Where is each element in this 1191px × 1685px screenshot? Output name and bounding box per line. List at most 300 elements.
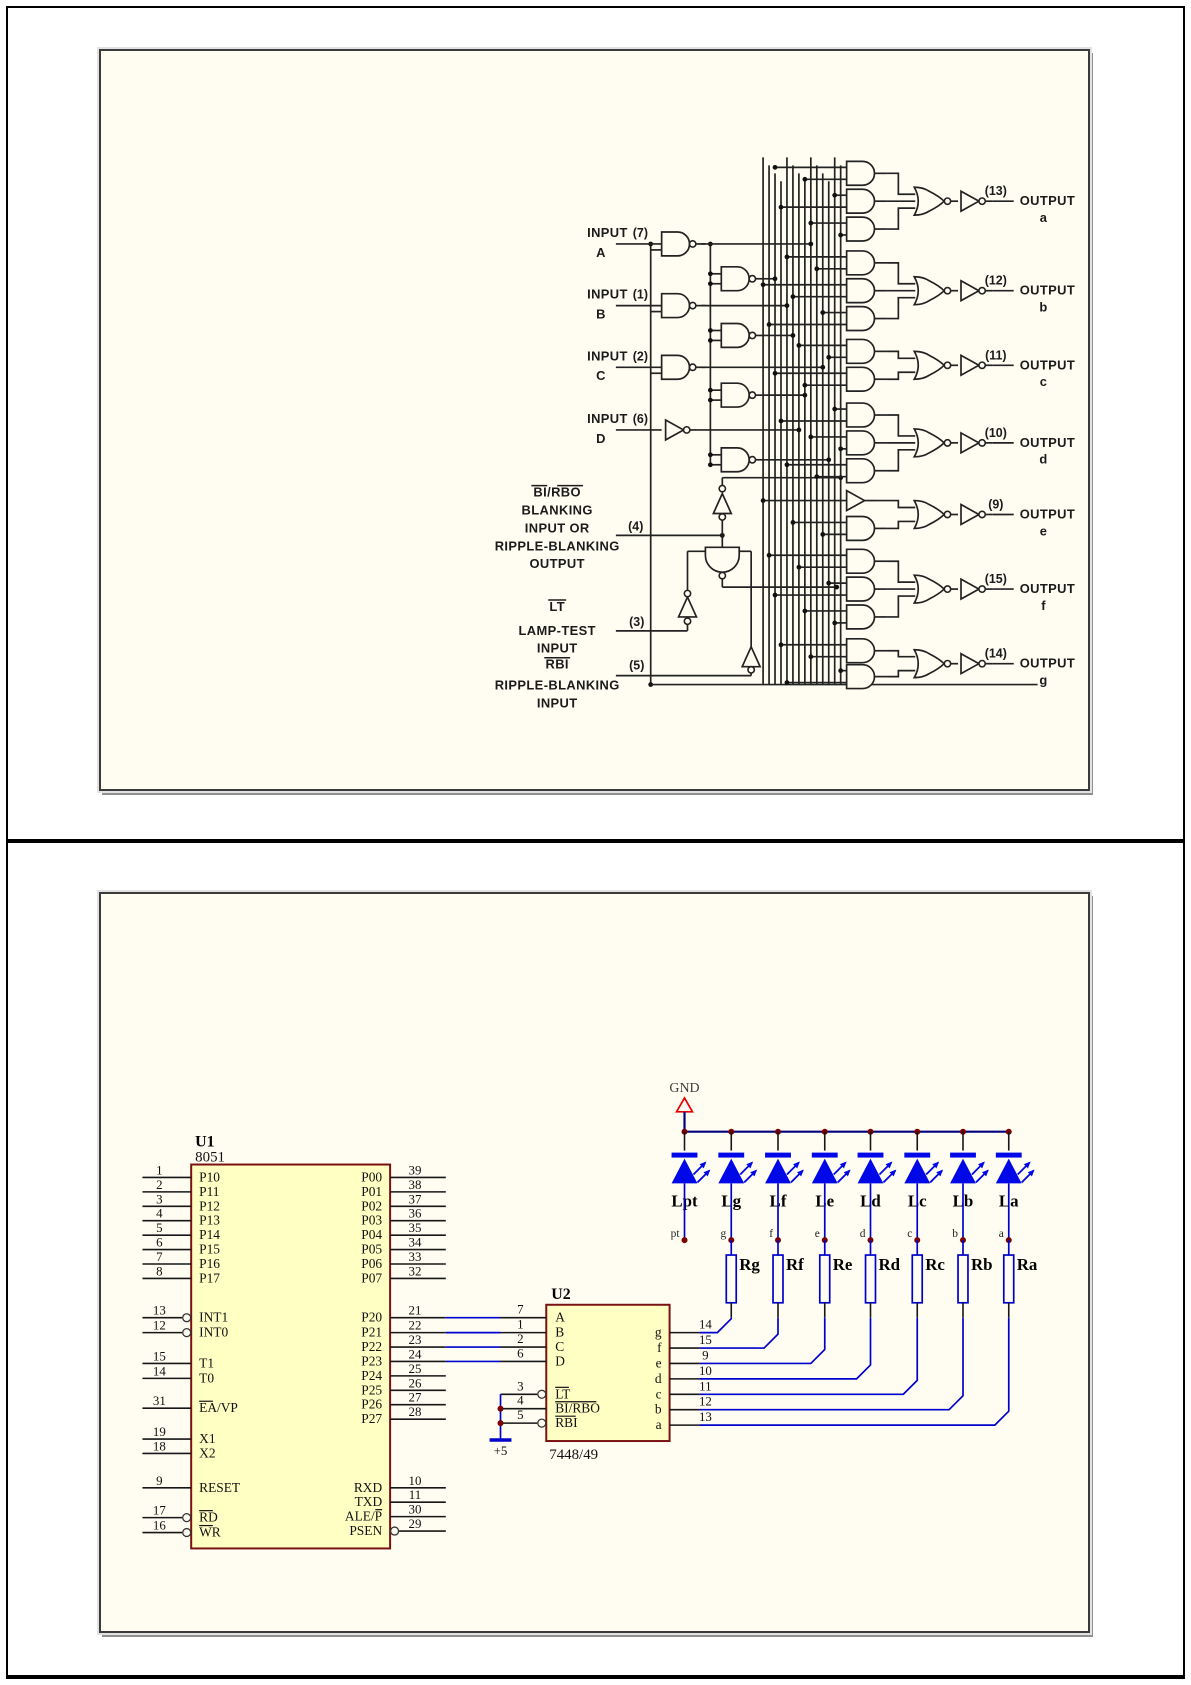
input-a-label: INPUT [587, 224, 628, 240]
bi-rbo-pin: (4) [628, 519, 644, 534]
junction-dot [773, 276, 778, 281]
inverter-bubble [719, 485, 725, 491]
pin-label: TXD [354, 1494, 383, 1510]
pin-number: 25 [408, 1360, 422, 1376]
output-e-pin: (9) [988, 497, 1004, 512]
pin-label: WR [199, 1524, 221, 1540]
output-g-letter: g [1039, 672, 1048, 688]
input-c-label: INPUT [587, 348, 628, 364]
resistor-label: Rf [785, 1254, 804, 1274]
node-letter: g [720, 1228, 727, 1241]
pin-bubble [183, 1329, 191, 1337]
input-nand-gate [662, 355, 706, 379]
output-f-pin: (15) [984, 572, 1007, 587]
pin-number: 18 [152, 1438, 166, 1454]
pin-number: 13 [152, 1302, 166, 1318]
input-d-pin: (6) [632, 411, 648, 426]
output-and-gate [847, 403, 887, 427]
pin-number: 4 [517, 1392, 524, 1408]
pin-label: INT1 [199, 1309, 229, 1325]
supply-label: +5 [493, 1442, 508, 1458]
junction-dot [791, 333, 796, 338]
logic-diagram-panel [99, 49, 1090, 791]
input-a-letter: A [596, 244, 606, 260]
output-d-label: OUTPUT [1019, 434, 1076, 450]
pin-number: 10 [698, 1362, 712, 1378]
pin-number: 37 [408, 1191, 422, 1207]
pin-number: 14 [698, 1316, 712, 1332]
schematic-panel [99, 892, 1090, 1633]
resistor-symbol [773, 1255, 783, 1303]
led-label: Lpt [671, 1191, 698, 1211]
pin-number: 14 [152, 1363, 166, 1379]
led-label: Ld [860, 1191, 881, 1211]
output-and-gate [847, 431, 887, 455]
junction-dot [708, 388, 713, 393]
pin-label: RD [199, 1509, 218, 1525]
junction-dot [708, 338, 713, 343]
blanking-inverter [713, 494, 731, 514]
pin-label: BI/RBO [555, 1400, 600, 1416]
led-label: Lg [721, 1191, 742, 1211]
junction-dot [785, 462, 790, 467]
pin-label: T0 [199, 1370, 215, 1386]
pin-label: P15 [199, 1241, 221, 1257]
pin-label: P07 [361, 1270, 383, 1286]
pin-label: P06 [361, 1255, 383, 1271]
pin-label: P27 [361, 1411, 383, 1427]
pin-number: 22 [408, 1317, 422, 1333]
pin-number: 38 [408, 1176, 422, 1192]
output-d-letter: d [1039, 451, 1048, 467]
led-cathode-bar [812, 1153, 838, 1158]
gate-link [886, 561, 915, 582]
junction-dot [802, 609, 807, 614]
led-label: Le [815, 1191, 835, 1211]
u1-ref-label: U1 [195, 1133, 215, 1151]
led-symbol [718, 1159, 744, 1184]
output-g-label: OUTPUT [1019, 655, 1076, 671]
junction-dot [820, 310, 825, 315]
inverter-bubble [748, 667, 754, 673]
input-inverter-gate [666, 420, 698, 440]
pin-label: P12 [199, 1198, 221, 1214]
gate-bubble [719, 572, 725, 578]
output-a-label: OUTPUT [1019, 193, 1076, 209]
pin-bubble [538, 1419, 546, 1427]
led-cathode-bar [904, 1153, 930, 1158]
node-letter: d [859, 1228, 866, 1241]
output-nor-gate [914, 575, 958, 603]
bi-rbo-line3: INPUT OR [524, 520, 590, 536]
pin-label: LT [555, 1386, 571, 1402]
pin-label: c [655, 1386, 662, 1402]
u2-part-label: 7448/49 [549, 1446, 599, 1463]
pin-number: 5 [156, 1220, 163, 1236]
gate-link [886, 351, 915, 358]
output-and-gate [847, 339, 887, 363]
pin-label: A [555, 1309, 565, 1325]
output-and-gate [847, 577, 887, 601]
junction-dot [820, 365, 825, 370]
bi-rbo-line5: OUTPUT [529, 556, 585, 572]
junction-dot [708, 281, 713, 286]
output-nor-gate [914, 351, 958, 379]
pin-number: 17 [152, 1502, 166, 1518]
resistor-symbol [726, 1255, 736, 1303]
gate-link [886, 372, 915, 379]
pin-number: 9 [156, 1472, 163, 1488]
rbi-line3: INPUT [536, 695, 578, 711]
output-and-gate [847, 549, 887, 573]
junction-dot [773, 165, 778, 170]
junction-dot [802, 383, 807, 388]
pin-label: b [654, 1401, 662, 1417]
resistor-symbol [866, 1255, 876, 1303]
resistor-label: Ra [1016, 1254, 1038, 1274]
output-nor-gate [914, 429, 958, 457]
segment-wire [699, 1318, 824, 1364]
junction-dot [832, 621, 837, 626]
led-symbol [812, 1159, 838, 1184]
pin-label: P22 [361, 1339, 383, 1355]
output-and-gate [847, 516, 887, 540]
pin-number: 28 [408, 1404, 422, 1420]
pin-label: P26 [361, 1396, 383, 1412]
node-letter: e [814, 1228, 820, 1241]
pin-number: 32 [408, 1263, 422, 1279]
output-d-pin: (10) [984, 425, 1007, 440]
junction-dot [708, 398, 713, 403]
input-c-letter: C [596, 368, 606, 384]
junction-dot [708, 271, 713, 276]
pin-number: 34 [408, 1234, 422, 1250]
node-letter: a [998, 1228, 1004, 1241]
pin-number: 21 [408, 1302, 422, 1318]
junction-dot [826, 355, 831, 360]
node-letter: b [952, 1228, 959, 1241]
second-stage-nand [721, 383, 765, 407]
pin-number: 23 [408, 1332, 422, 1348]
led-cathode-bar [672, 1153, 698, 1158]
output-e-label: OUTPUT [1019, 506, 1076, 522]
led-label: Lb [952, 1191, 974, 1211]
gate-link [876, 501, 915, 508]
junction-dot [785, 254, 790, 259]
output-and-gate [847, 251, 887, 275]
pin-number: 33 [408, 1249, 422, 1265]
output-f-label: OUTPUT [1019, 581, 1076, 597]
input-d-letter: D [596, 430, 606, 446]
pin-label: g [654, 1324, 662, 1340]
output-and-gate [847, 161, 887, 185]
resistor-label: Rc [925, 1254, 945, 1274]
node-letter: pt [670, 1228, 680, 1241]
led-cathode-bar [996, 1153, 1022, 1158]
junction-dot [797, 343, 802, 348]
node-letter: c [907, 1228, 913, 1241]
pin-number: 5 [517, 1407, 524, 1423]
segment-wire [699, 1318, 917, 1395]
junction-dot [767, 553, 772, 558]
led-label: La [998, 1191, 1019, 1211]
junction-dot [773, 371, 778, 376]
pin-label: X2 [199, 1445, 216, 1461]
junction-dot [797, 428, 802, 433]
gate-link [886, 521, 915, 528]
junction-dot [708, 452, 713, 457]
gate-link [886, 415, 915, 436]
led-symbol [950, 1159, 976, 1184]
pin-number: 31 [152, 1393, 166, 1409]
junction-dot [814, 266, 819, 271]
junction-dot [791, 294, 796, 299]
pin-label: P14 [199, 1227, 221, 1243]
junction-dot [834, 585, 839, 590]
pin-number: 2 [517, 1331, 524, 1347]
junction-dot [773, 593, 778, 598]
pin-label: P17 [199, 1270, 221, 1286]
pin-label: P02 [361, 1198, 383, 1214]
output-and-gate [847, 367, 887, 391]
node-letter: f [769, 1228, 774, 1241]
junction-dot [808, 221, 813, 226]
junction-dot [832, 193, 837, 198]
output-and-gate [847, 189, 887, 213]
pin-number: 6 [517, 1345, 524, 1361]
junction-dot [779, 205, 784, 210]
pin-number: 30 [408, 1501, 422, 1517]
gate-link [886, 208, 915, 229]
pin-label: P20 [361, 1309, 383, 1325]
second-stage-nand [721, 267, 765, 291]
led-cathode-bar [950, 1153, 976, 1158]
pin-label: RXD [353, 1479, 383, 1495]
second-stage-nand [721, 448, 765, 472]
output-nor-gate [914, 501, 958, 529]
pin-label: P21 [361, 1324, 383, 1340]
pin-number: 2 [156, 1176, 163, 1192]
output-g-pin: (14) [984, 646, 1007, 661]
junction-dot [797, 565, 802, 570]
junction-dot [498, 1420, 504, 1426]
lt-pin: (3) [629, 614, 645, 629]
pin-number: 26 [408, 1375, 422, 1391]
led-label: Lc [907, 1191, 927, 1211]
inverter-bubble [684, 590, 690, 596]
pin-number: 12 [698, 1393, 712, 1409]
output-and-gate [847, 459, 887, 483]
pin-number: 3 [156, 1191, 163, 1207]
blanking-nand-gate [705, 547, 739, 572]
pin-label: P13 [199, 1212, 221, 1228]
output-nor-gate [914, 650, 958, 678]
resistor-symbol [958, 1255, 968, 1303]
led-label: Lf [769, 1191, 787, 1211]
output-b-label: OUTPUT [1019, 282, 1076, 298]
rbi-line1: RBI [545, 656, 569, 672]
pin-label: P11 [199, 1183, 220, 1199]
output-nor-gate [914, 277, 958, 305]
gate-link [886, 596, 915, 617]
input-b-label: INPUT [587, 286, 628, 302]
junction-dot [826, 457, 831, 462]
gate-link [886, 651, 915, 657]
led-cathode-bar [765, 1153, 791, 1158]
inverter-bubble [684, 618, 690, 624]
junction-dot [838, 668, 843, 673]
junction-dot [761, 282, 766, 287]
output-e-letter: e [1039, 523, 1048, 539]
junction-dot [832, 407, 837, 412]
rbi-inverter [742, 647, 760, 667]
junction-dot [808, 242, 813, 247]
output-b-pin: (12) [984, 273, 1007, 288]
gate-link [886, 671, 915, 677]
pin-label: T1 [199, 1355, 215, 1371]
u2-ref-label: U2 [551, 1285, 571, 1303]
pin-label: B [555, 1324, 565, 1340]
junction-dot [820, 532, 825, 537]
gate-link [886, 173, 915, 194]
gate-link [886, 298, 915, 319]
output-c-label: OUTPUT [1019, 357, 1076, 373]
led-symbol [858, 1159, 884, 1184]
mcu-decoder-schematic [101, 894, 1088, 1631]
pin-number: 35 [408, 1220, 422, 1236]
rbi-pin: (5) [629, 658, 645, 673]
pin-number: 7 [517, 1301, 524, 1317]
input-nand-gate [662, 232, 706, 256]
pin-number: 39 [408, 1162, 422, 1178]
pin-number: 19 [152, 1424, 166, 1440]
pin-bubble [538, 1390, 546, 1398]
lt-line3: INPUT [536, 640, 578, 656]
resistor-symbol [1004, 1255, 1014, 1303]
junction-dot [498, 1406, 504, 1412]
resistor-symbol [912, 1255, 922, 1303]
led-symbol [996, 1159, 1022, 1184]
resistor-label: Re [832, 1254, 853, 1274]
input-a-pin: (7) [632, 225, 648, 240]
output-buffer-gate [847, 491, 877, 511]
junction-dot [708, 328, 713, 333]
led-symbol [765, 1159, 791, 1184]
decoder-logic-diagram [101, 51, 1088, 789]
pin-number: 9 [702, 1347, 709, 1363]
junction-dot [838, 233, 843, 238]
output-a-letter: a [1039, 210, 1048, 226]
gnd-label: GND [669, 1080, 700, 1096]
lt-line1: LT [549, 598, 566, 614]
junction-dot [779, 642, 784, 647]
junction-dot [708, 462, 713, 467]
pin-label: f [657, 1340, 662, 1356]
input-nand-gate [662, 294, 706, 318]
output-nor-gate [914, 187, 958, 215]
pin-label: D [555, 1353, 565, 1369]
output-and-gate [847, 639, 887, 663]
bi-rbo-line2: BLANKING [521, 502, 593, 518]
led-cathode-bar [858, 1153, 884, 1158]
pin-bubble [391, 1527, 399, 1535]
output-f-letter: f [1041, 597, 1046, 613]
led-cathode-bar [718, 1153, 744, 1158]
second-stage-nand [721, 324, 765, 348]
output-c-pin: (11) [985, 348, 1007, 363]
input-c-pin: (2) [632, 349, 648, 364]
pin-label: P03 [361, 1212, 383, 1228]
pin-label: P24 [361, 1367, 383, 1383]
pin-number: 24 [408, 1346, 422, 1362]
lt-line2: LAMP-TEST [518, 622, 596, 638]
pin-number: 13 [698, 1409, 712, 1425]
led-symbol [904, 1159, 930, 1184]
pin-bubble [183, 1529, 191, 1537]
pin-number: 1 [156, 1162, 163, 1178]
pin-number: 10 [408, 1472, 422, 1488]
pin-label: P01 [361, 1183, 383, 1199]
resistor-symbol [820, 1255, 830, 1303]
pin-label: P05 [361, 1241, 383, 1257]
junction-dot [791, 520, 796, 525]
pin-number: 8 [156, 1263, 163, 1279]
pin-label: PSEN [349, 1523, 383, 1539]
pin-number: 15 [698, 1332, 712, 1348]
input-d-label: INPUT [587, 410, 628, 426]
pin-label: P04 [361, 1227, 383, 1243]
inverter-bubble [719, 514, 725, 520]
output-and-gate [847, 307, 887, 331]
pin-label: d [654, 1370, 662, 1386]
junction-dot [779, 419, 784, 424]
pin-bubble [183, 1514, 191, 1522]
pin-label: EA/VP [199, 1400, 238, 1416]
node-junction-dot [682, 1237, 688, 1243]
pin-number: 16 [152, 1517, 166, 1533]
gate-link [886, 263, 915, 284]
pin-label: ALE/P [344, 1508, 383, 1524]
junction-dot [808, 654, 813, 659]
bi-rbo-line4: RIPPLE-BLANKING [494, 538, 620, 554]
junction-dot [814, 474, 819, 479]
input-b-pin: (1) [632, 287, 648, 302]
junction-dot [838, 446, 843, 451]
logic-gate-network [616, 157, 1038, 688]
junction-dot [785, 680, 790, 685]
pin-number: 1 [517, 1316, 524, 1332]
input-b-letter: B [596, 306, 606, 322]
pin-number: 15 [152, 1348, 166, 1364]
output-and-gate [847, 217, 887, 241]
output-b-letter: b [1039, 299, 1048, 315]
pin-number: 11 [408, 1487, 422, 1503]
pin-number: 4 [156, 1205, 163, 1221]
output-and-gate [847, 279, 887, 303]
led-symbol [672, 1159, 698, 1184]
output-c-letter: c [1039, 374, 1048, 390]
pin-label: X1 [199, 1431, 216, 1447]
pin-label: INT0 [199, 1324, 229, 1340]
junction-dot [785, 303, 790, 308]
bi-rbo-line1: BI/RBO [533, 484, 581, 500]
pin-label: P00 [361, 1169, 383, 1185]
junction-dot [802, 393, 807, 398]
pin-label: RESET [199, 1479, 241, 1495]
pin-label: RBI [555, 1415, 578, 1431]
output-a-pin: (13) [984, 184, 1007, 199]
pin-label: P16 [199, 1255, 221, 1271]
